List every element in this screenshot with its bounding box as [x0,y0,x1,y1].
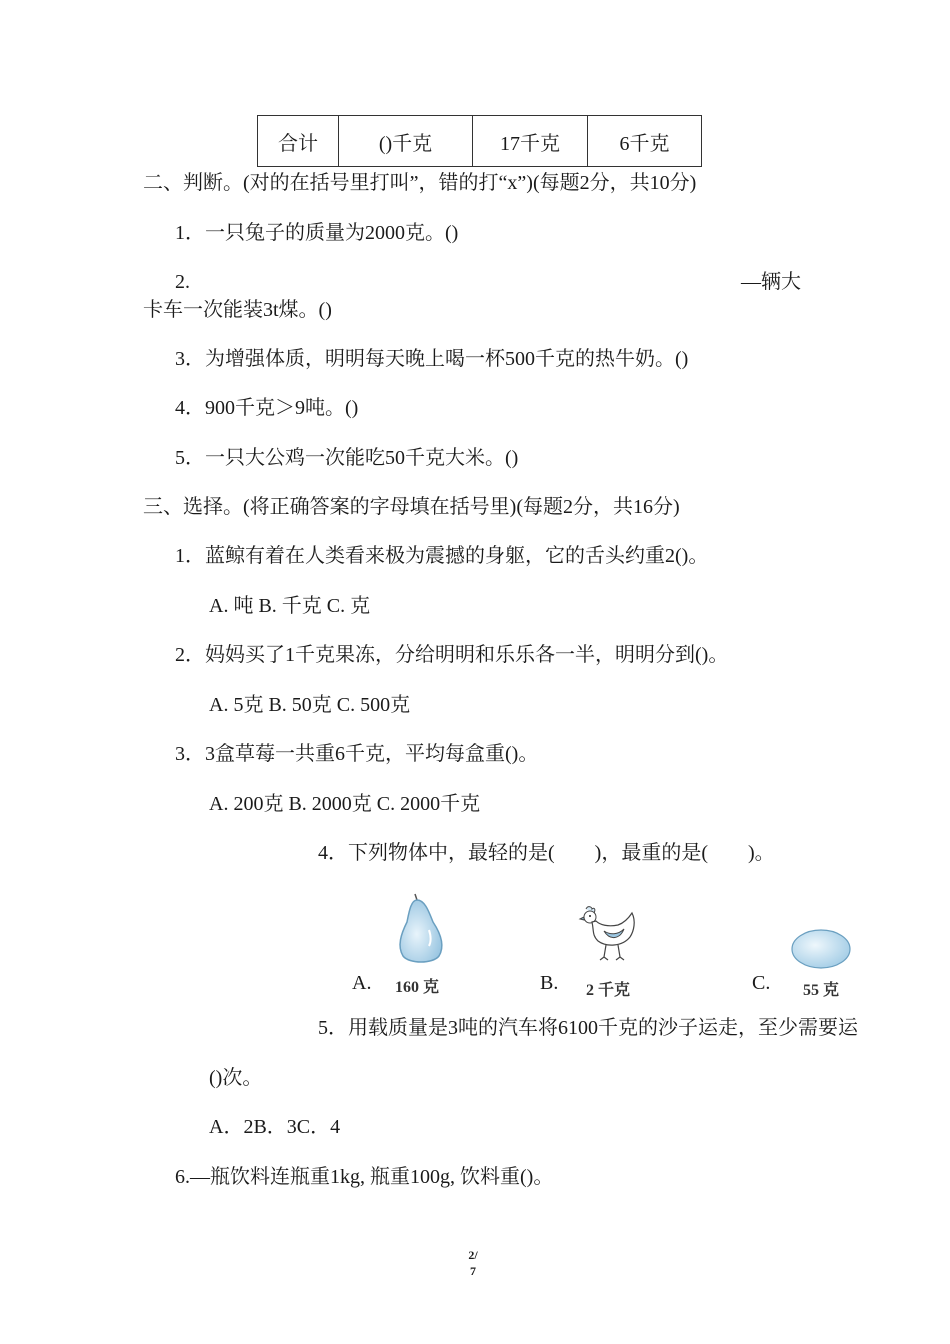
figure-b-label: B. [540,972,559,994]
section2-heading: 二、判断。(对的在括号里打叫”，错的打“x”)(每题2分，共10分) [143,172,697,194]
section3-question-5-options: A．2B．3C．4 [209,1116,341,1138]
table-cell: 合计 [258,116,339,167]
section3-question-6: 6.—瓶饮料连瓶重1kg, 瓶重100g, 饮料重()。 [175,1166,554,1188]
figure-c-label: C. [752,972,771,994]
chicken-icon [578,905,640,963]
section2-question-1: 1．一只兔子的质量为2000克。() [175,222,459,244]
section3-question-2: 2．妈妈买了1千克果冻，分给明明和乐乐各一半，明明分到()。 [175,644,729,666]
page-number [463,1247,483,1279]
section3-question-3-options: A. 200克 B. 2000克 C. 2000千克 [209,793,481,815]
pear-icon [395,890,451,966]
table-row [258,116,702,167]
section3-question-2-options: A. 5克 B. 50克 C. 500克 [209,694,411,716]
section2-question-3: 3．为增强体质，明明每天晚上喝一杯500千克的热牛奶。() [175,348,689,370]
figure-b-weight: 2 千克 [586,982,631,999]
figure-a-weight: 160 克 [395,979,440,996]
figure-a-label: A. [352,972,372,994]
section3-question-5-continued: ()次。 [209,1067,263,1089]
section2-question-4: 4．900千克＞9吨。() [175,397,359,419]
section3-question-5: 5．用载质量是3吨的汽车将6100千克的沙子运走，至少需要运 [318,1017,858,1039]
table-cell: 17千克 [473,116,588,167]
section2-question-2-text: —辆大 [741,271,801,293]
section2-question-5: 5．一只大公鸡一次能吃50千克大米。() [175,447,519,469]
egg-icon [790,928,852,970]
section2-question-2-continued: 卡车一次能装3t煤。() [143,299,332,321]
table-cell: ()千克 [339,116,473,167]
figure-c-weight: 55 克 [803,982,840,999]
section3-question-1-options: A. 吨 B. 千克 C. 克 [209,595,371,617]
section3-heading: 三、选择。(将正确答案的字母填在括号里)(每题2分，共16分) [143,496,680,518]
weight-table [257,115,702,167]
page-number-bottom: 7 [470,1264,476,1278]
section2-question-2-number: 2. [175,271,190,293]
section3-question-4: 4．下列物体中，最轻的是( )，最重的是( )。 [318,842,775,864]
section3-question-3: 3．3盒草莓一共重6千克，平均每盒重()。 [175,743,539,765]
section3-question-1: 1．蓝鲸有着在人类看来极为震撼的身躯，它的舌头约重2()。 [175,545,709,567]
page-number-top: 2/ [468,1248,478,1262]
table-cell: 6千克 [588,116,702,167]
